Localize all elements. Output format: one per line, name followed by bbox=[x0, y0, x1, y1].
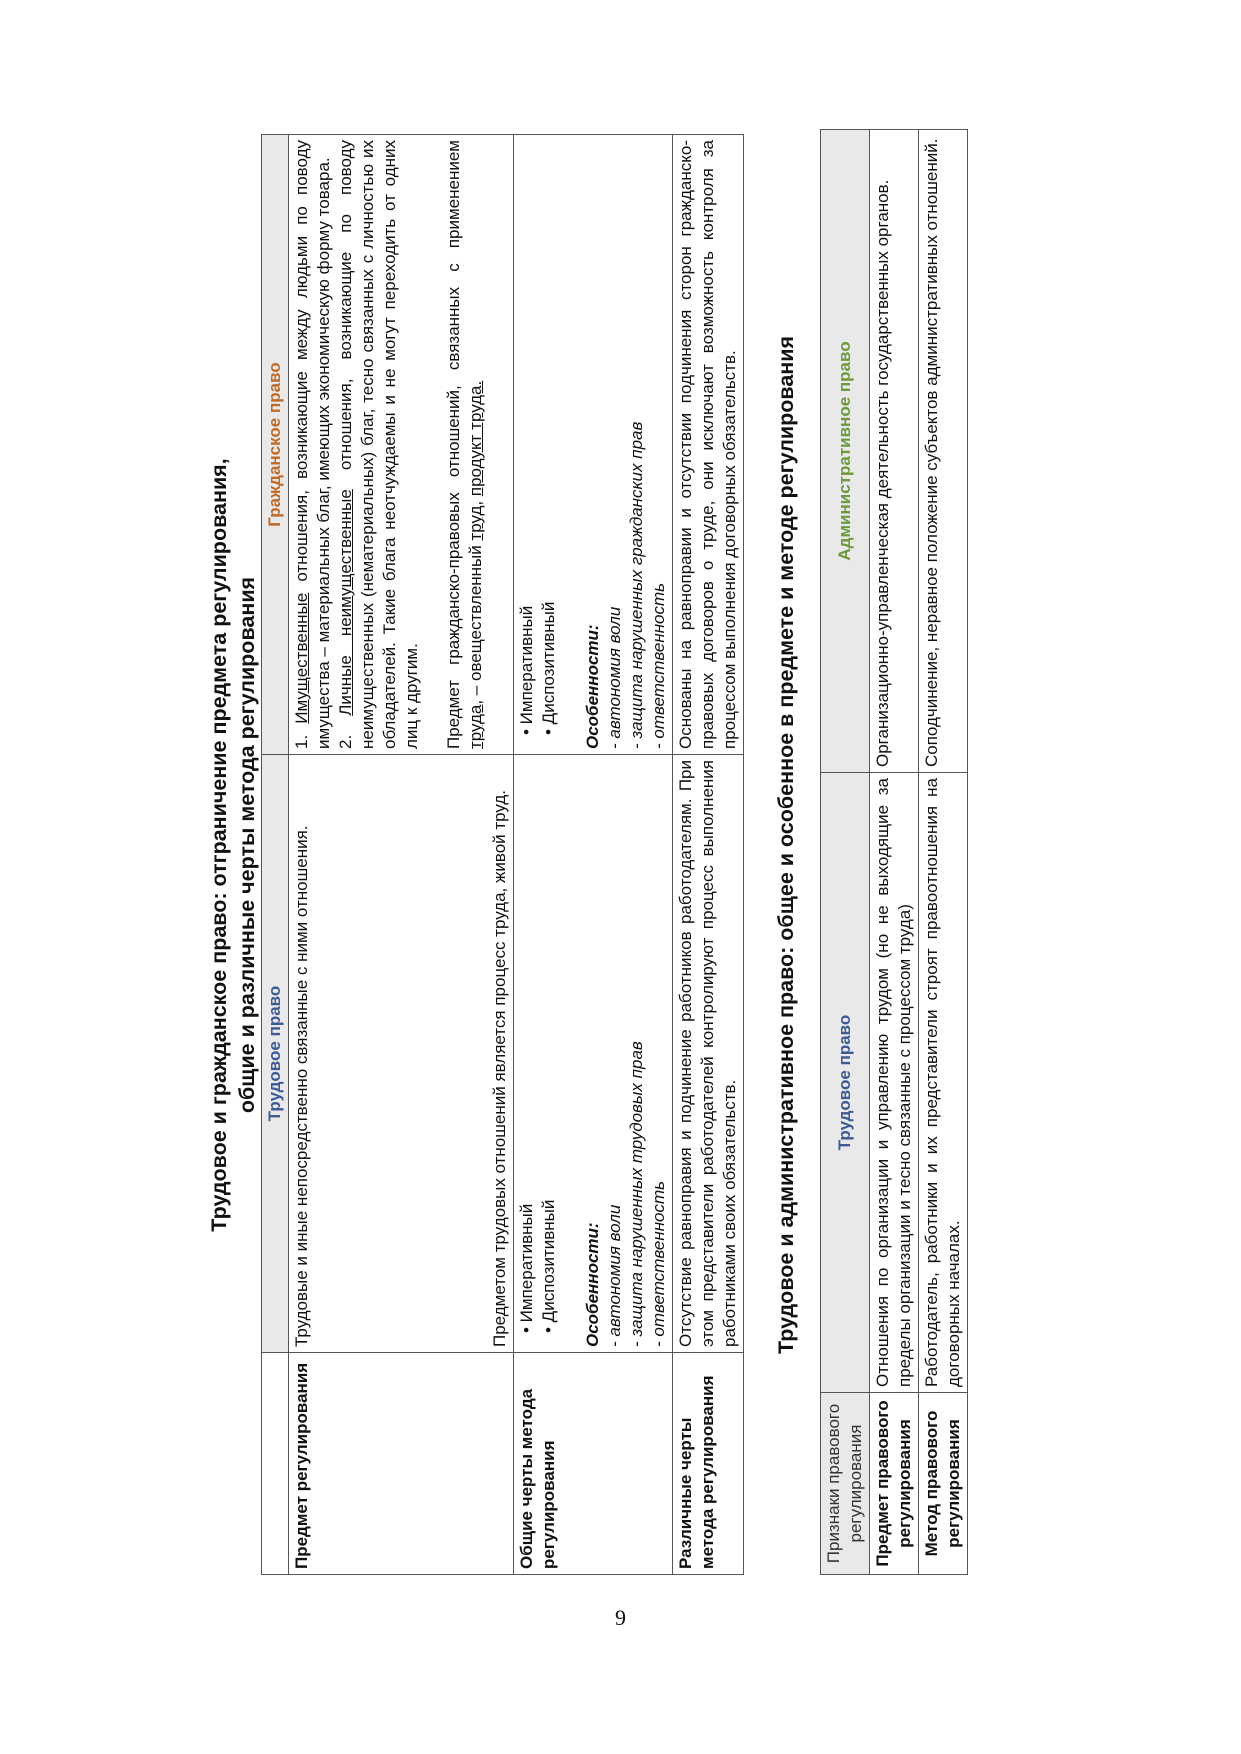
labor-feature-1: - автономия воли bbox=[605, 1204, 624, 1347]
civil-subject-item2 bbox=[335, 140, 423, 749]
table2-header-row bbox=[821, 130, 870, 1575]
row-label-different: Различные черты метода регулирования bbox=[673, 1353, 744, 1575]
labor-subject-cell bbox=[289, 755, 514, 1353]
civil-note-u1: труда bbox=[466, 704, 485, 749]
civil-subject-item1 bbox=[291, 140, 335, 749]
table2-row-label-method: Метод правового регулирования bbox=[919, 1393, 968, 1575]
civil-feature-1: - автономия воли bbox=[605, 606, 624, 749]
table1-header-row bbox=[262, 135, 289, 1575]
civil-method-imperative: • Императивный bbox=[516, 140, 538, 735]
labor-law-header: Трудовое право bbox=[262, 755, 289, 1353]
civil-note-part-c: , bbox=[466, 496, 485, 506]
civil-item1-text: отношения, возникающие между людьми по поводу имущества – материальных благ, имеющих экономическую форму товара. bbox=[292, 140, 333, 749]
table1-row-different bbox=[673, 135, 744, 1575]
labor-different-cell: Отсутствие равноправия и подчинение работников работодателям. При этом представители работодателей контролируют процесс выполнения работниками своих обязательств. bbox=[673, 755, 744, 1353]
civil-features-title: Особенности: bbox=[583, 624, 602, 749]
civil-note-u2: труд bbox=[466, 505, 485, 541]
row-label-subject: Предмет регулирования bbox=[289, 1353, 514, 1575]
table2-admin-method: Соподчинение, неравное положение субъектов административных отношений. bbox=[919, 130, 968, 773]
table2-row-subject bbox=[870, 130, 919, 1575]
table2-labor-subject: Отношения по организации и управлению трудом (но не выходящие за пределы организации и тесно связанные с процессом труда) bbox=[870, 773, 919, 1393]
civil-note-part-b: , – овеществленный bbox=[466, 540, 485, 705]
page-number: 9 bbox=[615, 1605, 626, 1630]
civil-feature-2: - защита нарушенных гражданских прав bbox=[627, 421, 646, 749]
civil-method-dispositive: • Диспозитивный bbox=[538, 140, 560, 735]
civil-feature-3: - ответственность bbox=[649, 582, 668, 749]
civil-item2-number: 2. bbox=[336, 715, 355, 749]
civil-law-header: Гражданское право bbox=[262, 135, 289, 755]
civil-subject-cell bbox=[289, 135, 514, 755]
labor-method-dispositive: • Диспозитивный bbox=[538, 760, 560, 1333]
labor-method-list bbox=[516, 760, 560, 1347]
civil-note-part-a: Предмет гражданско-правовых отношений, связанных с применением bbox=[444, 140, 463, 749]
table1-title-line1: Трудовое и гражданское право: отграничение предмета регулирования, bbox=[207, 458, 231, 1232]
labor-method-imperative: • Императивный bbox=[516, 760, 538, 1333]
table2-labor-header: Трудовое право bbox=[821, 773, 870, 1393]
rotated-page-content bbox=[205, 115, 1095, 1575]
criteria-header: Признаки правового регулирования bbox=[821, 1393, 870, 1575]
table1-corner-cell bbox=[262, 1353, 289, 1575]
civil-subject-labor-note bbox=[443, 140, 487, 749]
row-label-common: Общие черты метода регулирования bbox=[514, 1353, 673, 1575]
labor-features-title: Особенности: bbox=[583, 1222, 602, 1347]
civil-different-cell: Основаны на равноправии и отсутствии подчинения сторон гражданско-правовых договоров о труде, они исключают возможность контроля за процессом выполнения договорных обязательств. bbox=[673, 135, 744, 755]
labor-common-cell bbox=[514, 755, 673, 1353]
table2-labor-method: Работодатель, работники и их представители строят правоотношения на договорных началах. bbox=[919, 773, 968, 1393]
civil-method-list bbox=[516, 140, 560, 749]
table1-title-line2: общие и различные черты метода регулирования bbox=[235, 576, 259, 1114]
table1-row-common bbox=[514, 135, 673, 1575]
labor-admin-table bbox=[820, 129, 968, 1575]
civil-item2-underlined: Личные неимущественные bbox=[336, 489, 355, 716]
labor-civil-table bbox=[261, 134, 744, 1575]
table2-row-method bbox=[919, 130, 968, 1575]
civil-common-cell bbox=[514, 135, 673, 755]
civil-item1-underlined: Имущественные bbox=[292, 592, 311, 724]
admin-law-header: Административное право bbox=[821, 130, 870, 773]
civil-item2-text: отношения, возникающие по поводу неимущественных (нематериальных) благ, тесно связанных с личностью их обладателей. Такие блага неотчуждаемы и не могут переходить от одних лиц к другим. bbox=[336, 140, 421, 749]
labor-subject-text1: Трудовые и иные непосредственно связанные с ними отношения. bbox=[292, 825, 311, 1347]
civil-note-u3: продукт труда. bbox=[466, 380, 485, 497]
labor-feature-3: - ответственность bbox=[649, 1180, 668, 1347]
labor-subject-text2: Предметом трудовых отношений является процесс труда, живой труд. bbox=[490, 790, 509, 1347]
labor-feature-2: - защита нарушенных трудовых прав bbox=[627, 1041, 646, 1347]
table2-admin-subject: Организационно-управленческая деятельность государственных органов. bbox=[870, 130, 919, 773]
table1-row-subject bbox=[289, 135, 514, 1575]
table2-row-label-subject: Предмет правового регулирования bbox=[870, 1393, 919, 1575]
table2-title: Трудовое и административное право: общее и особенное в предмете и методе регулирования bbox=[774, 335, 798, 1355]
civil-item1-number: 1. bbox=[292, 723, 311, 749]
